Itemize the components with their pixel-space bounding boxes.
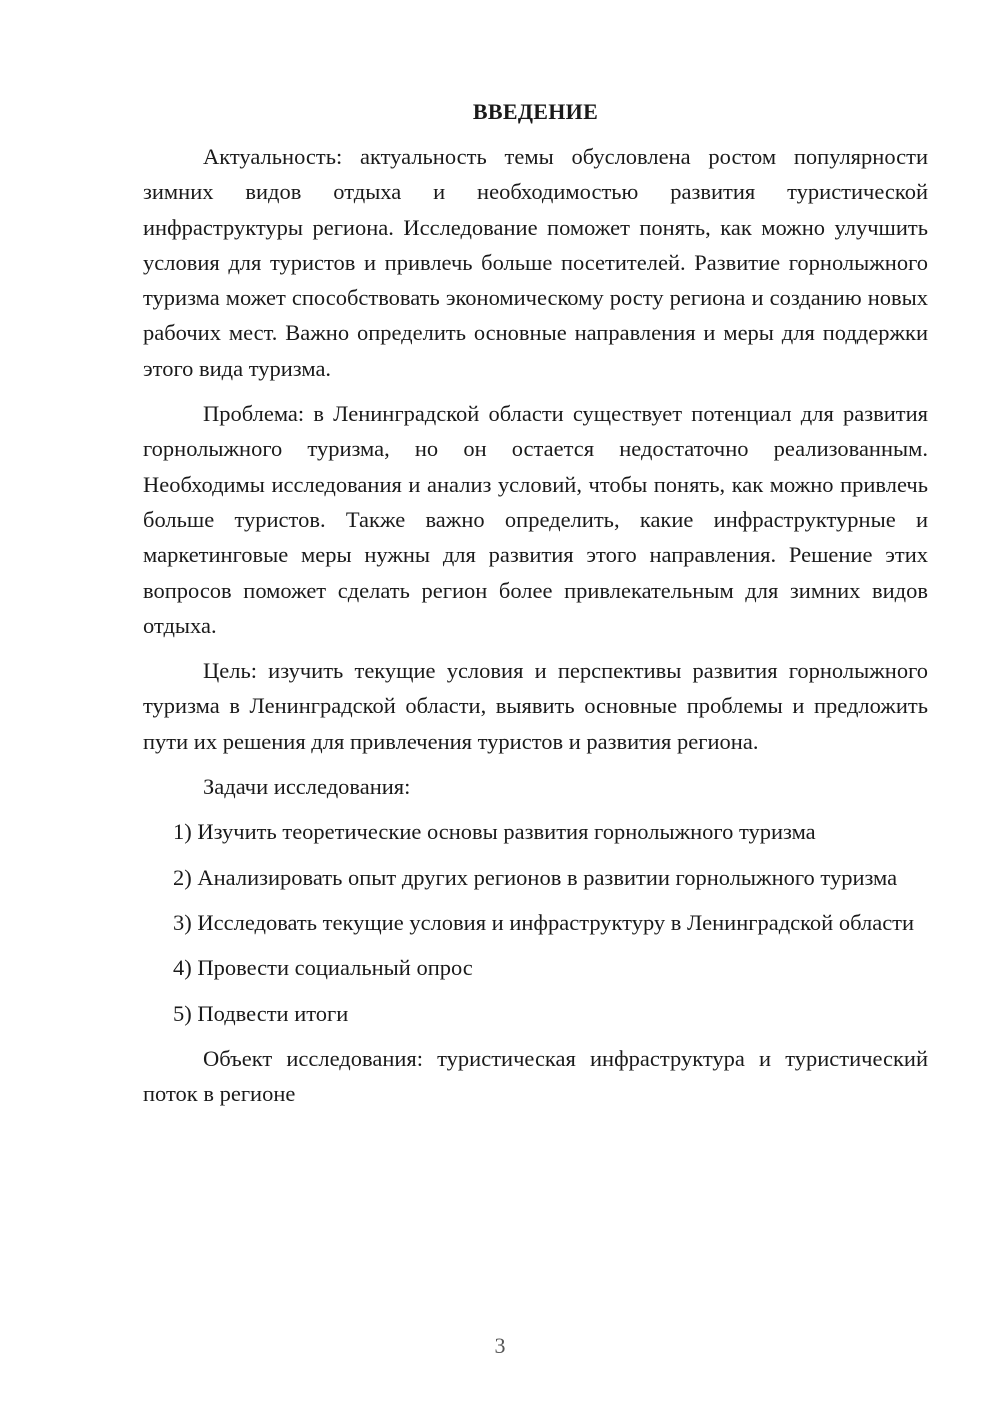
goal-paragraph: Цель: изучить текущие условия и перспективы развития горнолыжного туризма в Ленинградской области, выявить основные проблемы и предложить пути их решения для привлечения туристов и развития региона. — [143, 658, 928, 754]
task-item-2: 2) Анализировать опыт других регионов в развитии горнолыжного туризма — [173, 864, 898, 890]
page-content — [143, 95, 928, 1121]
task-item-1: 1) Изучить теоретические основы развития горнолыжного туризма — [173, 819, 816, 845]
task-item-5: 5) Подвести итоги — [173, 1000, 349, 1026]
task-item-4: 4) Провести социальный опрос — [173, 955, 473, 981]
task-item-3: 3) Исследовать текущие условия и инфраструктуру в Ленинградской области — [173, 909, 915, 935]
problem-paragraph: Проблема: в Ленинградской области существует потенциал для развития горнолыжного туризма, но он остается недостаточно реализованным. Необходимы исследования и анализ условий, чтобы понять, как можно привлечь больше туристов. Также важно определить, какие инфраструктурные и маркетинговые меры нужны для развития этого направления. Решение этих вопросов поможет сделать регион более привлекательным для зимних видов отдыха. — [143, 401, 928, 638]
tasks-heading: Задачи исследования: — [203, 774, 411, 800]
page-number: 3 — [494, 1333, 506, 1358]
relevance-paragraph: Актуальность: актуальность темы обусловлена ростом популярности зимних видов отдыха и необходимостью развития туристической инфраструктуры региона. Исследование поможет понять, как можно улучшить условия для туристов и привлечь больше посетителей. Развитие горнолыжного туризма может способствовать экономическому росту региона и созданию новых рабочих мест. Важно определить основные направления и меры для поддержки этого вида туризма. — [143, 144, 928, 381]
section-title: ВВЕДЕНИЕ — [472, 99, 599, 124]
object-paragraph: Объект исследования: туристическая инфраструктура и туристический поток в регионе — [143, 1045, 928, 1107]
